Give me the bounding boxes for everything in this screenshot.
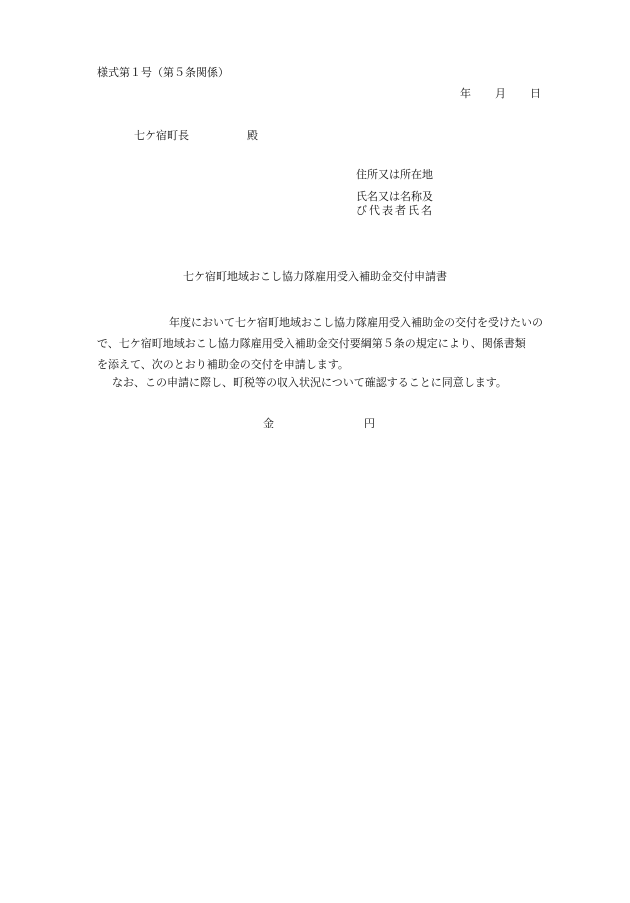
body-paragraph (97, 312, 577, 375)
amount-line (263, 417, 375, 431)
amount-prefix: 金 (263, 417, 274, 430)
document-title: 七ケ宿町地域おこし協力隊雇用受入補助金交付申請書 (183, 270, 447, 283)
date-year: 年 (460, 87, 471, 100)
date-month: 月 (495, 87, 506, 100)
date-day: 日 (530, 87, 541, 100)
date-line (460, 87, 541, 101)
applicant-name-label-line1: 氏名又は名称及 (356, 190, 433, 203)
body-line-3: を添えて、次のとおり補助金の交付を申請します。 (97, 358, 349, 371)
form-number: 様式第１号（第５条関係） (97, 66, 229, 79)
consent-statement: なお、この申請に際し、町税等の収入状況について確認することに同意します。 (112, 376, 507, 389)
addressee (134, 129, 258, 143)
body-line-2: で、七ケ宿町地域おこし協力隊雇用受入補助金交付要綱第５条の規定により、関係書類 (97, 337, 526, 350)
addressee-name: 七ケ宿町長 (134, 129, 189, 142)
applicant-name-label-line2: び代表者氏名 (356, 204, 434, 217)
addressee-honorific: 殿 (247, 129, 258, 142)
body-line-1: 年度において七ケ宿町地域おこし協力隊雇用受入補助金の交付を受けたいの (169, 316, 543, 329)
applicant-address-label: 住所又は所在地 (356, 168, 433, 181)
amount-unit: 円 (364, 417, 375, 430)
